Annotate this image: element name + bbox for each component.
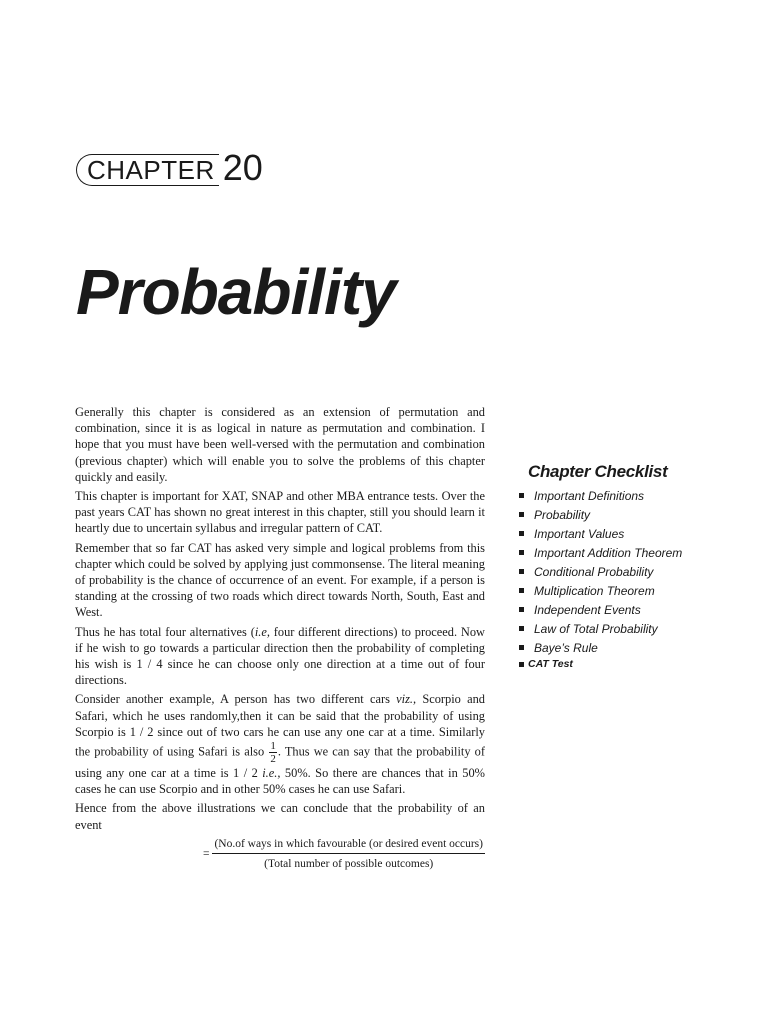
checklist-item: Law of Total Probability bbox=[515, 619, 755, 638]
chapter-label bbox=[76, 147, 263, 188]
square-bullet-icon bbox=[519, 550, 524, 555]
square-bullet-icon bbox=[519, 645, 524, 650]
body-text bbox=[75, 404, 485, 872]
square-bullet-icon bbox=[519, 493, 524, 498]
fraction-one-half: $\frac{1}{2}$ bbox=[270, 740, 276, 766]
formula-equals: = bbox=[202, 847, 210, 860]
page-title: Probability bbox=[76, 256, 396, 328]
paragraph-conclusion: Hence from the above illustrations we can conclude that the probability of an event bbox=[75, 801, 485, 832]
square-bullet-icon bbox=[519, 512, 524, 517]
paragraph-cars-example: Consider another example, A person has two different cars viz., Scorpio and Safari, which he uses randomly,then it can be said that the probability of using Scorpio is 1 / 2 since out of two cars he can use any one car at a time. Similarly the probability of using Safari is also $\frac{1}{2}$ . Thus we can say that the probability of using any one car at a time is 1 / 2 i.e., 50%. So there are chances that in 50% cases he can use Scorpio and in other 50% cases he can use Safari. bbox=[75, 692, 485, 797]
paragraph-alternatives: Thus he has total four alternatives (i.e, four different directions) to proceed. Now if he wish to go towards a particular direction then the probability of completing his wish is 1 / 4 since he can choose only one direction at a time out of four directions. bbox=[75, 624, 485, 688]
checklist-item: Multiplication Theorem bbox=[515, 581, 755, 600]
checklist-item: Conditional Probability bbox=[515, 562, 755, 581]
formula-fraction bbox=[212, 836, 485, 872]
checklist-item: Important Addition Theorem bbox=[515, 543, 755, 562]
chapter-checklist bbox=[515, 462, 755, 671]
checklist-item: CAT Test bbox=[515, 657, 755, 671]
checklist-item: Probability bbox=[515, 505, 755, 524]
square-bullet-icon bbox=[519, 607, 524, 612]
paragraph-importance: This chapter is important for XAT, SNAP and other MBA entrance tests. Over the past years CAT has shown no great interest in this chapter, still you should learn it heartly due to uncertain syllabus and irregular pattern of CAT. bbox=[75, 489, 485, 536]
square-bullet-icon bbox=[519, 569, 524, 574]
square-bullet-icon bbox=[519, 626, 524, 631]
checklist-item: Baye’s Rule bbox=[515, 638, 755, 657]
chapter-word: CHAPTER bbox=[76, 154, 219, 186]
formula-numerator: (No.of ways in which favourable (or desired event occurs) bbox=[212, 836, 485, 854]
probability-formula bbox=[75, 836, 485, 872]
checklist-item: Important Definitions bbox=[515, 486, 755, 505]
square-bullet-icon bbox=[519, 531, 524, 536]
checklist-list bbox=[515, 486, 755, 671]
checklist-item: Independent Events bbox=[515, 600, 755, 619]
checklist-item: Important Values bbox=[515, 524, 755, 543]
paragraph-meaning: Remember that so far CAT has asked very simple and logical problems from this chapter which could be solved by applying just commonsense. The literal meaning of probability is the chance of occurrence of an event. For example, if a person is standing at the crossing of two roads which direct towards North, South, East and West. bbox=[75, 540, 485, 620]
chapter-number: 20 bbox=[222, 147, 263, 188]
checklist-heading: Chapter Checklist bbox=[528, 462, 668, 481]
paragraph-intro: Generally this chapter is considered as an extension of permutation and combination, since it is as logical in nature as permutation and combination. I hope that you must have been well-versed with the permutation and combination (previous chapter) which will enable you to solve the problems of this chapter quickly and easily. bbox=[75, 405, 485, 484]
formula-denominator: (Total number of possible outcomes) bbox=[264, 858, 434, 871]
square-bullet-icon bbox=[519, 662, 524, 667]
square-bullet-icon bbox=[519, 588, 524, 593]
